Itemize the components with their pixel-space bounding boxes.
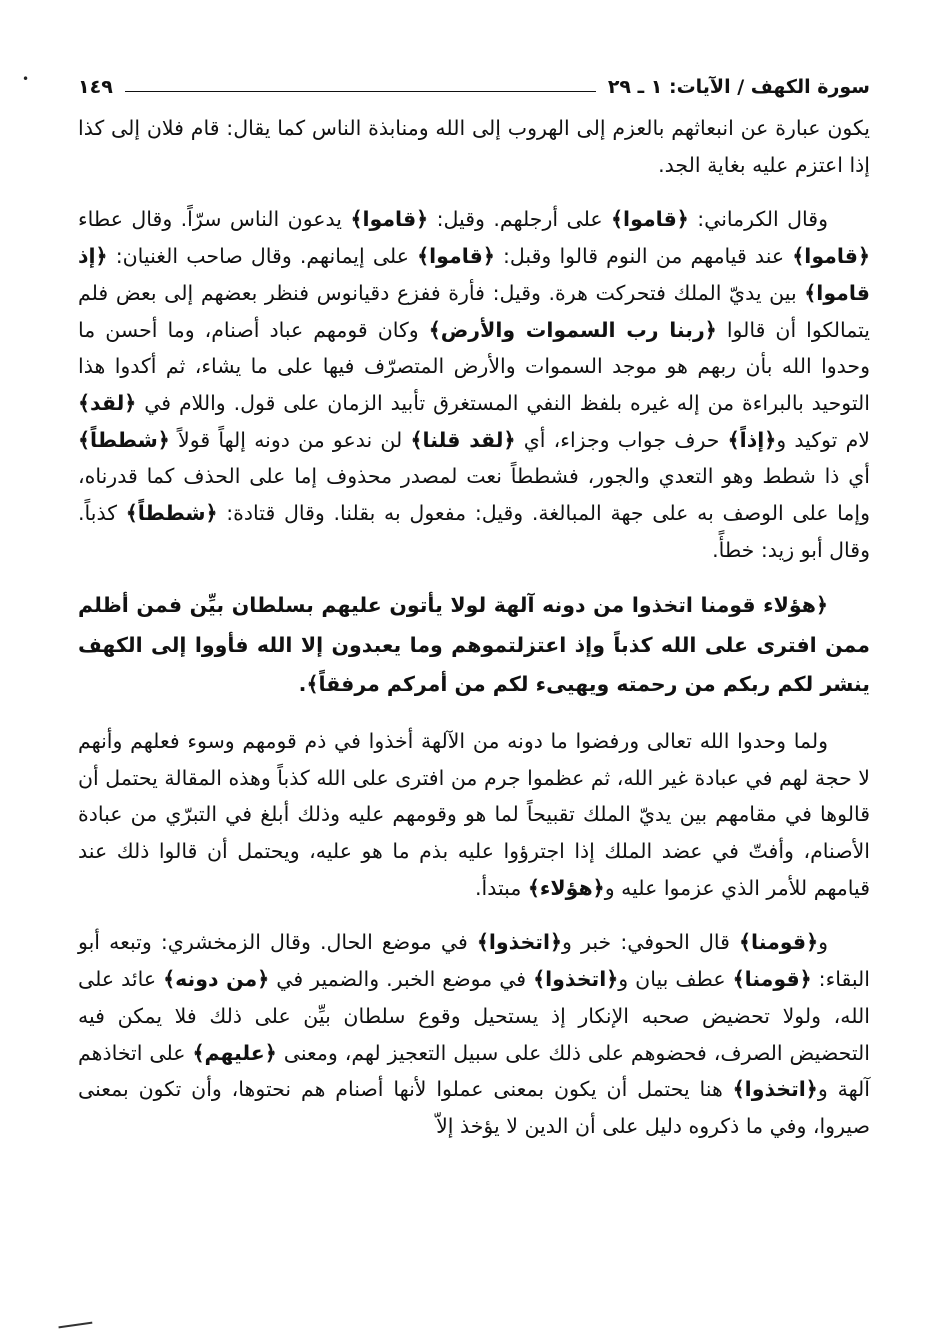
quran-quote: ﴿قاموا﴾ <box>611 207 689 232</box>
quran-quote: ﴿شططاً﴾ <box>78 427 170 452</box>
text-segment: . <box>298 672 307 697</box>
header-rule <box>125 91 596 92</box>
quran-quote: ﴿لقد قلنا﴾ <box>410 427 516 452</box>
text-segment: في موضع الحال. وقال الزمخشري: وتبعه أبو البقاء: <box>78 930 870 992</box>
quran-quote: ﴿هؤلاء﴾ <box>527 875 605 900</box>
text-segment: وقال الكرماني: <box>688 207 828 232</box>
chapter-title: سورة الكهف / الآيات: ١ ـ ٢٩ <box>607 76 870 98</box>
quran-verse-paragraph <box>78 586 870 705</box>
text-segment: لام توكيد و <box>776 427 870 452</box>
quran-quote: ﴿قومنا﴾ <box>732 967 812 992</box>
quran-quote: ﴿قاموا﴾ <box>350 207 429 232</box>
page-body <box>78 110 870 1145</box>
text-segment: عطف بيان و <box>618 967 733 992</box>
quran-quote: ﴿اتخذوا﴾ <box>732 1077 818 1102</box>
text-segment: قال الحوفي: خبر و <box>562 930 740 955</box>
text-segment: في موضع الخبر. والضمير في <box>269 967 534 992</box>
quran-quote: ﴿عليهم﴾ <box>192 1040 277 1065</box>
text-segment: هنا يحتمل أن يكون بمعنى عملوا لأنها أصنام هم نحتوها، وأن تكون بمعنى صيروا، وفي ما ذكروه دليل على أن الدين لا يؤخذ إلاّ <box>78 1077 870 1138</box>
quran-quote: ﴿قاموا﴾ <box>417 244 495 269</box>
quran-quote: ﴿ربنا رب السموات والأرض﴾ <box>428 317 717 342</box>
quran-quote: ﴿إذاً﴾ <box>727 427 777 452</box>
quran-quote: ﴿اتخذوا﴾ <box>476 930 563 955</box>
quran-quote: ﴿إذ قاموا﴾ <box>78 244 870 305</box>
quran-quote: ﴿لقد﴾ <box>78 390 137 415</box>
paragraph <box>78 201 870 568</box>
page-corner-mark: • <box>22 72 30 86</box>
text-segment: عند قيامهم من النوم قالوا وقبل: <box>494 244 793 269</box>
text-segment: مبتدأ. <box>475 875 528 900</box>
text-segment: على اتخاذهم آلهة و <box>78 1040 870 1102</box>
quran-quote: ﴿قومنا﴾ <box>739 930 819 955</box>
text-segment: بين يديّ الملك فتحركت هرة. وقيل: فأرة ففزع دقيانوس فنظر بعضهم إلى بعض فلم يتمالكوا أن قالوا <box>78 280 870 342</box>
text-segment: ولما وحدوا الله تعالى ورفضوا ما دونه من الآلهة أخذوا في ذم قومهم وسوء فعلهم وأنهم لا حجة لهم في عبادة غير الله، ثم عظموا جرم من افترى على الله كذباً وهذه المقالة يحتمل أن قالوها في مقامهم بين يديّ الملك تقبيحاً لما هو وقومهم عليه وذلك أبلغ في التبرّي من عبادة الأصنام، وأفتّ في عضد الملك إذا اجترؤوا عليه بذم ما هو عليه، ويحتمل أن قالوا ذلك عند قيامهم للأمر الذي عزموا عليه و <box>78 728 870 900</box>
text-segment: وكان قومهم عباد أصنام، وما أحسن ما وحدوا الله بأن ربهم هو موجد السموات والأرض المتصرّف فيها على ما يشاء، ثم أكدوا هذا التوحيد بالبراءة من إله غيره بلفظ النفي المستغرق تأبيد الزمان على قول. واللام في <box>78 317 870 415</box>
quran-quote: ﴿قاموا﴾ <box>792 244 870 269</box>
text-segment: على إيمانهم. وقال صاحب الغنيان: <box>107 244 418 269</box>
text-segment: أي ذا شطط وهو التعدي والجور، فشططاً نعت لمصدر محذوف إما على الحذف كما قدرناه، وإما على الوصف به على جهة المبالغة. وقيل: مفعول به بقلنا. وقال قتادة: <box>78 464 870 526</box>
bottom-scribble-mark <box>58 1316 93 1329</box>
paragraph <box>78 723 870 907</box>
page-number: ١٤٩ <box>78 76 113 98</box>
document-page <box>78 66 870 1163</box>
text-segment: و <box>818 930 828 955</box>
quran-quote: ﴿هؤلاء قومنا اتخذوا من دونه آلهة لولا يأتون عليهم بسلطان بيِّن فمن أظلم ممن افترى على الله كذباً وإذ اعتزلتموهم وما يعبدون إلا الله فأووا إلى الكهف ينشر لكم ربكم من رحمته ويهيىء لكم من أمركم مرفقاً﴾ <box>78 593 870 697</box>
text-segment: على أرجلهم. وقيل: <box>428 207 612 232</box>
quran-quote: ﴿من دونه﴾ <box>163 967 270 992</box>
text-segment: حرف جواب وجزاء، أي <box>515 427 728 452</box>
text-segment: يدعون الناس سرّاً. وقال عطاء <box>78 207 351 232</box>
quran-quote: ﴿اتخذوا﴾ <box>533 967 619 992</box>
paragraph <box>78 924 870 1144</box>
paragraph <box>78 110 870 183</box>
text-segment: لن ندعو من دونه إلهاً قولاً <box>169 427 411 452</box>
text-segment: يكون عبارة عن انبعاثهم بالعزم إلى الهروب إلى الله ومنابذة الناس كما يقال: قام فلان إلى كذا إذا اعتزم عليه بغاية الجد. <box>78 116 870 177</box>
quran-quote: ﴿شططاً﴾ <box>125 501 218 526</box>
text-segment: كذباً. وقال أبو زيد: خطأً. <box>78 501 870 562</box>
running-header <box>78 66 870 110</box>
text-segment: عائد على الله، ولولا تحضيض صحبه الإنكار إذ يستحيل وقوع سلطان بيِّن على ذلك فلا يمكن فيه التحضيض الصرف، فحضوهم على ذلك على سبيل التعجيز لهم، ومعنى <box>78 967 870 1065</box>
